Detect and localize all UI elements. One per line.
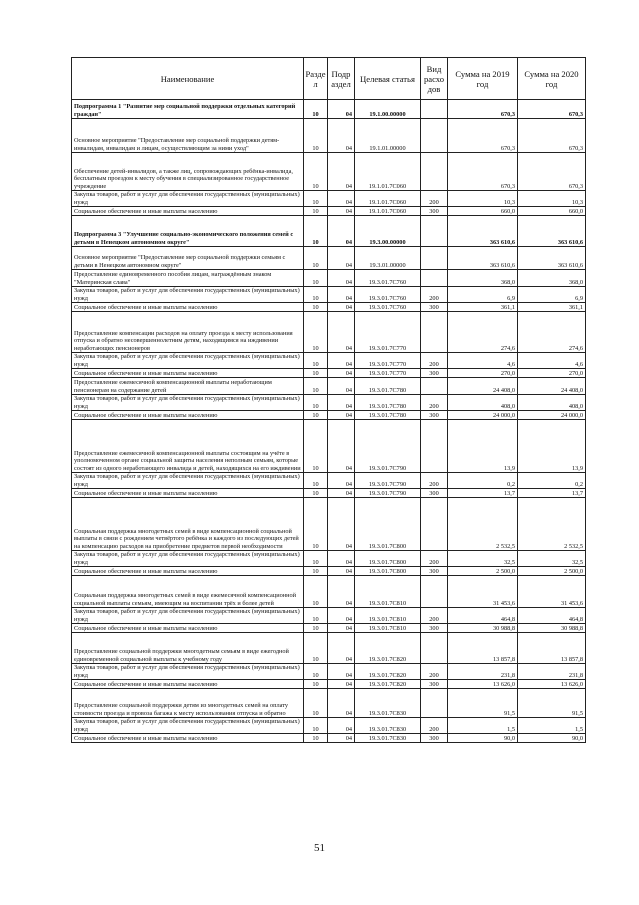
row-target-article: 19.3.01.7С760 [355,303,421,312]
table-row [72,420,586,473]
row-expense-type [421,689,448,718]
row-expense-type [421,633,448,664]
row-target-article: 19.3.01.7С830 [355,734,421,743]
table-row [72,247,586,270]
row-expense-type [421,312,448,353]
table-row [72,718,586,734]
row-razdel: 10 [304,119,328,153]
table-row [72,633,586,664]
row-name: Закупка товаров, работ и услуг для обеспечения государственных (муниципальных) нужд [72,473,304,489]
row-podrazdel: 04 [328,608,355,624]
table-row [72,576,586,608]
row-target-article: 19.1.01.7С060 [355,207,421,216]
row-target-article: 19.3.01.7С790 [355,489,421,498]
row-expense-type: 300 [421,303,448,312]
row-razdel: 10 [304,369,328,378]
row-expense-type [421,498,448,551]
row-name: Закупка товаров, работ и услуг для обеспечения государственных (муниципальных) нужд [72,353,304,369]
row-podrazdel: 04 [328,576,355,608]
row-name: Закупка товаров, работ и услуг для обеспечения государственных (муниципальных) нужд [72,718,304,734]
row-sum-2020: 270,0 [518,369,586,378]
table-row [72,734,586,743]
row-name: Социальное обеспечение и иные выплаты населению [72,369,304,378]
row-target-article: 19.3.01.7С780 [355,411,421,420]
row-expense-type: 200 [421,395,448,411]
row-podrazdel: 04 [328,119,355,153]
row-expense-type [421,119,448,153]
row-razdel: 10 [304,498,328,551]
table-row [72,551,586,567]
row-sum-2020: 13 857,8 [518,633,586,664]
row-razdel: 10 [304,664,328,680]
table-row [72,664,586,680]
row-razdel: 10 [304,100,328,119]
row-podrazdel: 04 [328,551,355,567]
row-expense-type: 300 [421,411,448,420]
row-podrazdel: 04 [328,303,355,312]
row-podrazdel: 04 [328,633,355,664]
table-row [72,473,586,489]
row-sum-2019: 0,2 [448,473,518,489]
row-expense-type: 200 [421,551,448,567]
row-podrazdel: 04 [328,718,355,734]
row-sum-2020: 274,6 [518,312,586,353]
table-header-row [72,58,586,100]
row-podrazdel: 04 [328,395,355,411]
row-target-article: 19.3.01.7С830 [355,718,421,734]
row-target-article: 19.3.01.7С760 [355,287,421,303]
row-sum-2019: 6,9 [448,287,518,303]
row-razdel: 10 [304,608,328,624]
row-podrazdel: 04 [328,624,355,633]
row-razdel: 10 [304,624,328,633]
row-sum-2020: 6,9 [518,287,586,303]
row-podrazdel: 04 [328,498,355,551]
table-row [72,369,586,378]
row-sum-2020: 670,3 [518,119,586,153]
row-target-article: 19.1.00.00000 [355,100,421,119]
row-podrazdel: 04 [328,567,355,576]
table-row [72,207,586,216]
row-sum-2019: 10,3 [448,191,518,207]
row-expense-type [421,420,448,473]
row-name: Предоставление социальной поддержки многодетным семьям в виде ежегодной единовременной социальной выплаты к учебному году [72,633,304,664]
row-sum-2020: 13,7 [518,489,586,498]
row-expense-type: 200 [421,664,448,680]
row-name: Закупка товаров, работ и услуг для обеспечения государственных (муниципальных) нужд [72,287,304,303]
header-expense-type: Вид расхо дов [421,58,448,100]
row-razdel: 10 [304,191,328,207]
row-sum-2019: 91,5 [448,689,518,718]
row-razdel: 10 [304,270,328,287]
row-podrazdel: 04 [328,100,355,119]
row-expense-type: 300 [421,369,448,378]
row-razdel: 10 [304,353,328,369]
row-sum-2020: 91,5 [518,689,586,718]
row-target-article: 19.3.01.7С810 [355,576,421,608]
row-razdel: 10 [304,689,328,718]
row-razdel: 10 [304,247,328,270]
row-name: Закупка товаров, работ и услуг для обеспечения государственных (муниципальных) нужд [72,395,304,411]
row-razdel: 10 [304,312,328,353]
table-row [72,270,586,287]
row-sum-2020: 24 408,0 [518,378,586,395]
row-expense-type [421,216,448,247]
row-sum-2019: 363 610,6 [448,216,518,247]
row-expense-type [421,153,448,191]
row-expense-type: 200 [421,473,448,489]
row-razdel: 10 [304,287,328,303]
row-sum-2020: 24 000,0 [518,411,586,420]
table-row [72,498,586,551]
row-target-article: 19.3.01.00000 [355,247,421,270]
page-number: 51 [314,842,325,854]
row-podrazdel: 04 [328,153,355,191]
row-name: Закупка товаров, работ и услуг для обеспечения государственных (муниципальных) нужд [72,608,304,624]
row-razdel: 10 [304,576,328,608]
row-name: Социальное обеспечение и иные выплаты населению [72,567,304,576]
row-name: Предоставление ежемесячной компенсационной выплаты состоящим на учёте в уполномоченном органе социальной защиты населения неполным семьям, которые состоят из одного неработающего инвалида и детей, находящихся на его иждивении [72,420,304,473]
row-podrazdel: 04 [328,207,355,216]
row-razdel: 10 [304,551,328,567]
header-sum-2020: Сумма на 2020 год [518,58,586,100]
row-podrazdel: 04 [328,473,355,489]
row-target-article: 19.3.01.7С810 [355,624,421,633]
row-expense-type [421,270,448,287]
row-target-article: 19.3.01.7С820 [355,633,421,664]
row-sum-2020: 2 532,5 [518,498,586,551]
row-name: Социальное обеспечение и иные выплаты населению [72,207,304,216]
row-name: Социальное обеспечение и иные выплаты населению [72,411,304,420]
row-name: Предоставление ежемесячной компенсационной выплаты неработающим пенсионерам на содержание детей [72,378,304,395]
row-sum-2019: 274,6 [448,312,518,353]
row-name: Социальное обеспечение и иные выплаты населению [72,489,304,498]
row-razdel: 10 [304,411,328,420]
header-name: Наименование [72,58,304,100]
row-target-article: 19.3.00.00000 [355,216,421,247]
row-sum-2020: 10,3 [518,191,586,207]
table-row [72,378,586,395]
row-expense-type: 300 [421,680,448,689]
row-target-article: 19.3.01.7С800 [355,567,421,576]
row-name: Обеспечение детей-инвалидов, а также лиц, сопровождающих ребёнка-инвалида, бесплатным проездом к месту обучения в специализированное государственное учреждение [72,153,304,191]
row-name: Основное мероприятие "Предоставление мер социальной поддержки детям-инвалидам, инвалидам и лицам, осуществляющим за ними уход" [72,119,304,153]
row-name: Социальная поддержка многодетных семей в виде ежемесячной компенсационной социальной выплаты семьям, имеющим на воспитании трёх и более детей [72,576,304,608]
row-podrazdel: 04 [328,287,355,303]
row-sum-2020: 30 988,8 [518,624,586,633]
row-sum-2019: 13 626,0 [448,680,518,689]
row-sum-2019: 464,8 [448,608,518,624]
row-sum-2019: 670,3 [448,119,518,153]
row-podrazdel: 04 [328,353,355,369]
row-sum-2019: 30 988,8 [448,624,518,633]
row-razdel: 10 [304,567,328,576]
row-sum-2019: 363 610,6 [448,247,518,270]
row-razdel: 10 [304,153,328,191]
row-podrazdel: 04 [328,411,355,420]
row-razdel: 10 [304,207,328,216]
row-name: Социальная поддержка многодетных семей в виде компенсационной социальной выплаты в связи с рождением четвёртого ребёнка и каждого из последующих детей на компенсацию расходов на приобретение предметов первой необходимости [72,498,304,551]
row-podrazdel: 04 [328,378,355,395]
row-podrazdel: 04 [328,191,355,207]
row-sum-2019: 670,3 [448,100,518,119]
row-target-article: 19.3.01.7С810 [355,608,421,624]
row-target-article: 19.1.01.7С060 [355,191,421,207]
row-razdel: 10 [304,420,328,473]
row-sum-2019: 670,3 [448,153,518,191]
row-target-article: 19.3.01.7С780 [355,395,421,411]
row-expense-type: 300 [421,207,448,216]
row-target-article: 19.1.01.7С060 [355,153,421,191]
budget-table [71,57,586,743]
row-target-article: 19.3.01.7С790 [355,473,421,489]
row-expense-type: 200 [421,191,448,207]
row-sum-2019: 368,0 [448,270,518,287]
row-target-article: 19.3.01.7С830 [355,689,421,718]
row-sum-2020: 31 453,6 [518,576,586,608]
row-sum-2020: 464,8 [518,608,586,624]
row-podrazdel: 04 [328,420,355,473]
row-expense-type [421,247,448,270]
table-row [72,689,586,718]
row-sum-2019: 270,0 [448,369,518,378]
row-expense-type: 200 [421,608,448,624]
row-sum-2019: 660,0 [448,207,518,216]
row-razdel: 10 [304,680,328,689]
row-name: Социальное обеспечение и иные выплаты населению [72,303,304,312]
row-target-article: 19.1.01.00000 [355,119,421,153]
row-sum-2019: 2 532,5 [448,498,518,551]
row-razdel: 10 [304,633,328,664]
row-sum-2019: 13,7 [448,489,518,498]
row-sum-2020: 13,9 [518,420,586,473]
header-target-article: Целевая статья [355,58,421,100]
header-razdel: Разде л [304,58,328,100]
row-sum-2019: 24 000,0 [448,411,518,420]
table-row [72,680,586,689]
row-name: Основное мероприятие "Предоставление мер социальной поддержки семьям с детьми в Ненецком автономном округе" [72,247,304,270]
table-row [72,624,586,633]
table-row [72,489,586,498]
row-target-article: 19.3.01.7С770 [355,369,421,378]
row-razdel: 10 [304,378,328,395]
row-sum-2020: 90,0 [518,734,586,743]
row-sum-2019: 24 408,0 [448,378,518,395]
row-podrazdel: 04 [328,734,355,743]
row-name: Подпрограмма 3 "Улучшение социально-экономического положения семей с детьми в Ненецком автономном округе" [72,216,304,247]
row-sum-2020: 670,3 [518,100,586,119]
row-podrazdel: 04 [328,312,355,353]
table-row [72,608,586,624]
row-podrazdel: 04 [328,216,355,247]
row-podrazdel: 04 [328,489,355,498]
row-name: Предоставление социальной поддержки детям из многодетных семей на оплату стоимости проезда и провоза багажа к месту использования отпуска и обратно [72,689,304,718]
row-target-article: 19.3.01.7С780 [355,378,421,395]
row-target-article: 19.3.01.7С760 [355,270,421,287]
row-sum-2019: 32,5 [448,551,518,567]
row-podrazdel: 04 [328,664,355,680]
row-expense-type: 300 [421,489,448,498]
row-name: Закупка товаров, работ и услуг для обеспечения государственных (муниципальных) нужд [72,664,304,680]
header-podrazdel: Подр аздел [328,58,355,100]
row-name: Социальное обеспечение и иные выплаты населению [72,624,304,633]
row-sum-2019: 1,5 [448,718,518,734]
row-podrazdel: 04 [328,689,355,718]
table-row [72,303,586,312]
row-expense-type: 300 [421,624,448,633]
row-name: Социальное обеспечение и иные выплаты населению [72,734,304,743]
table-body [72,100,586,743]
row-sum-2020: 2 500,0 [518,567,586,576]
row-sum-2019: 4,6 [448,353,518,369]
table-row [72,395,586,411]
row-sum-2019: 13 857,8 [448,633,518,664]
row-target-article: 19.3.01.7С770 [355,353,421,369]
table-row [72,119,586,153]
row-expense-type: 200 [421,718,448,734]
row-name: Социальное обеспечение и иные выплаты населению [72,680,304,689]
row-sum-2020: 660,0 [518,207,586,216]
row-sum-2019: 408,0 [448,395,518,411]
table-row [72,153,586,191]
row-razdel: 10 [304,718,328,734]
row-sum-2019: 2 500,0 [448,567,518,576]
row-expense-type: 300 [421,567,448,576]
row-target-article: 19.3.01.7С820 [355,664,421,680]
row-sum-2019: 361,1 [448,303,518,312]
row-sum-2020: 363 610,6 [518,247,586,270]
table-row [72,287,586,303]
row-sum-2020: 368,0 [518,270,586,287]
row-sum-2020: 670,3 [518,153,586,191]
table-row [72,411,586,420]
row-name: Подпрограмма 1 "Развитие мер социальной поддержки отдельных категорий граждан" [72,100,304,119]
table-row [72,100,586,119]
row-sum-2020: 0,2 [518,473,586,489]
table-row [72,191,586,207]
row-target-article: 19.3.01.7С790 [355,420,421,473]
table-row [72,312,586,353]
row-name: Закупка товаров, работ и услуг для обеспечения государственных (муниципальных) нужд [72,551,304,567]
row-razdel: 10 [304,216,328,247]
row-podrazdel: 04 [328,680,355,689]
table-row [72,567,586,576]
row-sum-2019: 90,0 [448,734,518,743]
row-target-article: 19.3.01.7С800 [355,498,421,551]
row-sum-2020: 361,1 [518,303,586,312]
row-name: Закупка товаров, работ и услуг для обеспечения государственных (муниципальных) нужд [72,191,304,207]
row-razdel: 10 [304,395,328,411]
row-sum-2020: 13 626,0 [518,680,586,689]
row-expense-type: 200 [421,287,448,303]
row-expense-type [421,100,448,119]
table-row [72,353,586,369]
row-expense-type [421,576,448,608]
row-sum-2020: 231,8 [518,664,586,680]
row-sum-2020: 408,0 [518,395,586,411]
row-sum-2019: 13,9 [448,420,518,473]
row-expense-type [421,378,448,395]
row-target-article: 19.3.01.7С820 [355,680,421,689]
row-sum-2019: 31 453,6 [448,576,518,608]
row-expense-type: 300 [421,734,448,743]
row-razdel: 10 [304,303,328,312]
row-sum-2020: 4,6 [518,353,586,369]
table-row [72,216,586,247]
row-name: Предоставление единовременного пособия лицам, награждённым знаком "Материнская слава" [72,270,304,287]
row-podrazdel: 04 [328,247,355,270]
row-sum-2019: 231,8 [448,664,518,680]
row-sum-2020: 363 610,6 [518,216,586,247]
row-razdel: 10 [304,489,328,498]
row-name: Предоставление компенсации расходов на оплату проезда к месту использования отпуска и обратно несовершеннолетним детям, находящимся на иждивении неработающих пенсионеров [72,312,304,353]
row-sum-2020: 32,5 [518,551,586,567]
row-razdel: 10 [304,734,328,743]
header-sum-2019: Сумма на 2019 год [448,58,518,100]
row-podrazdel: 04 [328,270,355,287]
row-target-article: 19.3.01.7С800 [355,551,421,567]
row-sum-2020: 1,5 [518,718,586,734]
row-expense-type: 200 [421,353,448,369]
row-razdel: 10 [304,473,328,489]
row-target-article: 19.3.01.7С770 [355,312,421,353]
row-podrazdel: 04 [328,369,355,378]
